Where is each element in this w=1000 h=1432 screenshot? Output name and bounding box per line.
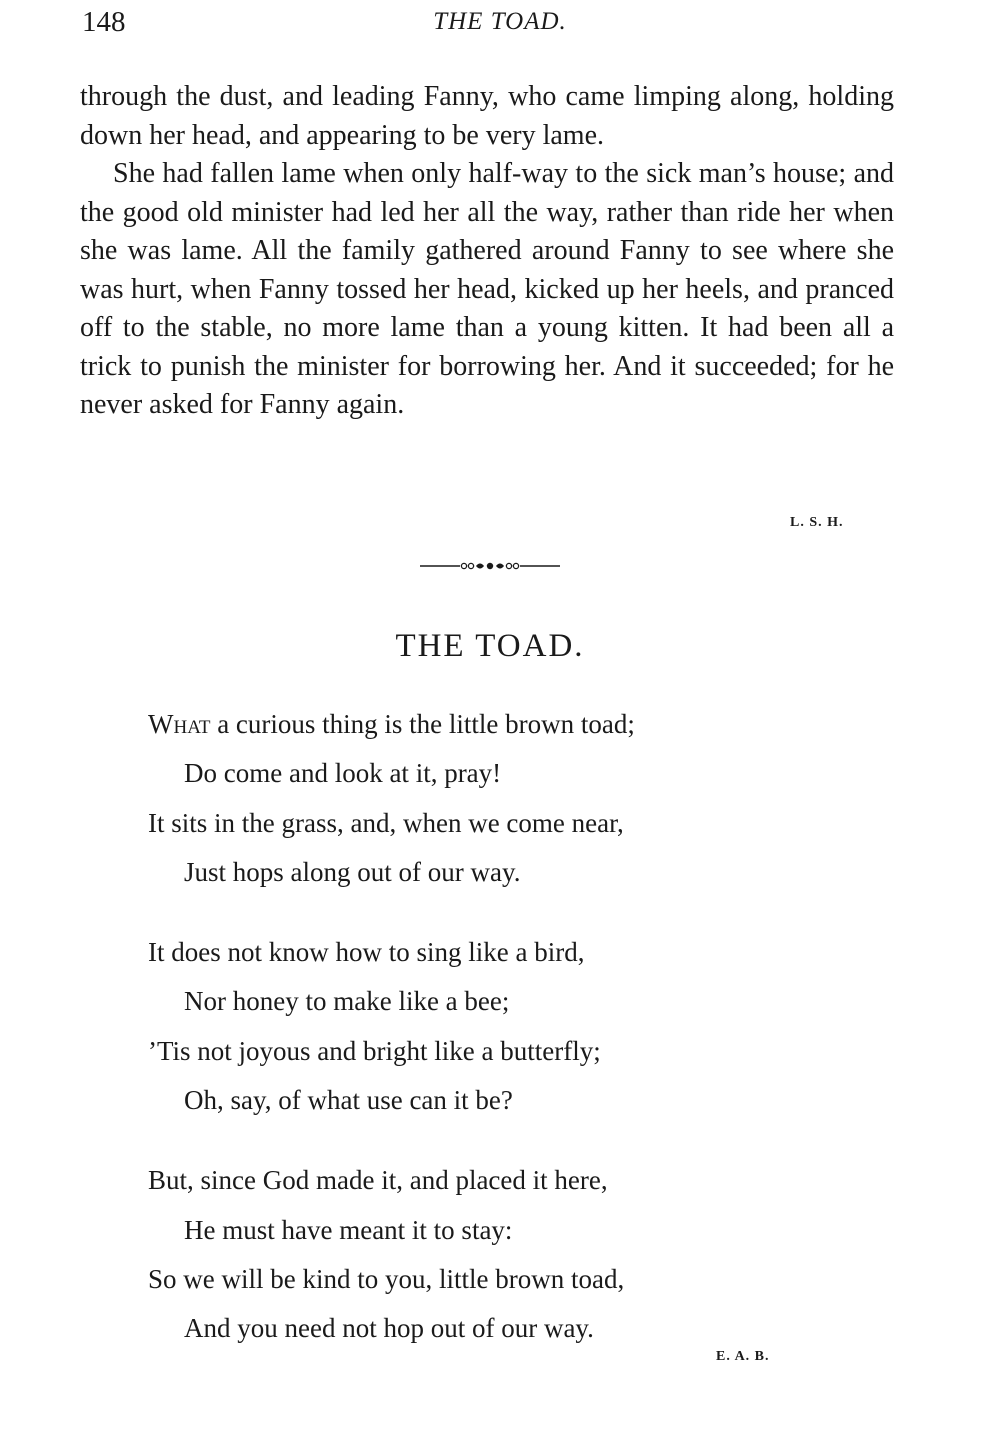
poem-line: ’Tis not joyous and bright like a butterfly; bbox=[148, 1035, 601, 1066]
running-title: THE TOAD. bbox=[433, 8, 567, 35]
poem-line: But, since God made it, and placed it here, bbox=[148, 1165, 608, 1196]
story-ending bbox=[80, 78, 894, 425]
poem-line: Do come and look at it, pray! bbox=[184, 758, 502, 789]
stanza-1 bbox=[148, 700, 848, 897]
poem-line: Nor honey to make like a bee; bbox=[184, 986, 510, 1017]
page-number: 148 bbox=[82, 6, 126, 38]
poem-line: It sits in the grass, and, when we come near, bbox=[148, 807, 624, 838]
poem-author-initials: E. A. B. bbox=[716, 1349, 770, 1364]
poem-first-word: What bbox=[148, 709, 211, 739]
poem-line bbox=[148, 700, 848, 749]
stanza-2 bbox=[148, 928, 848, 1125]
section-divider-ornament bbox=[420, 556, 560, 576]
poem-line: He must have meant it to stay: bbox=[184, 1214, 513, 1245]
poem-line: Just hops along out of our way. bbox=[184, 856, 521, 887]
paragraph-continued: through the dust, and leading Fanny, who came limping along, holding down her head, and appearing to be very lame. bbox=[80, 81, 894, 151]
poem-line: Oh, say, of what use can it be? bbox=[184, 1085, 513, 1116]
paragraph: She had fallen lame when only half-way to the sick man’s house; and the good old minister had led her all the way, rather than ride her when she was lame. All the family gathered around Fanny to see where she was hurt, when Fanny tossed her head, kicked up her heels, and pranced off to the stable, no more lame than a young kitten. It had been all a trick to punish the minister for borrowing her. And it succeeded; for he never asked for Fanny again. bbox=[80, 158, 894, 420]
poem-title: THE TOAD. bbox=[395, 628, 585, 664]
poem-line: It does not know how to sing like a bird, bbox=[148, 937, 585, 968]
stanza-3 bbox=[148, 1156, 848, 1353]
poem-line: So we will be kind to you, little brown toad, bbox=[148, 1263, 625, 1294]
poem-line-text: a curious thing is the little brown toad; bbox=[210, 709, 635, 739]
poem-body bbox=[148, 700, 848, 1385]
story-author-initials: L. S. H. bbox=[790, 515, 844, 530]
poem-line: And you need not hop out of our way. bbox=[184, 1313, 594, 1344]
